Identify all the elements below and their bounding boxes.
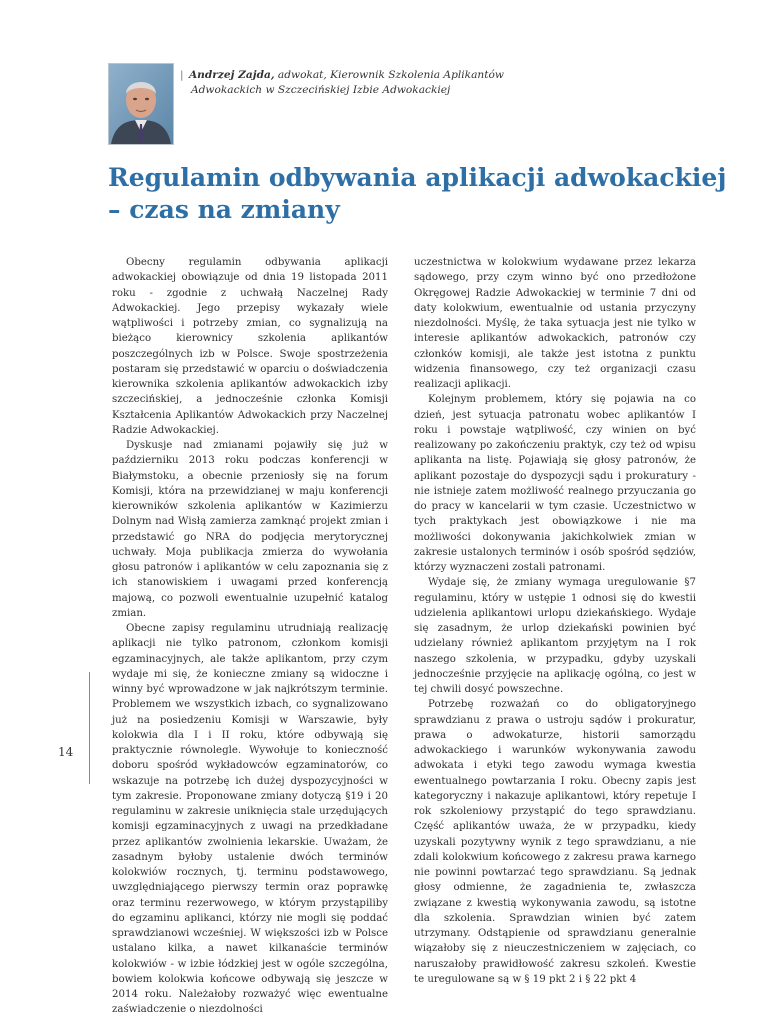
author-caption <box>180 68 700 98</box>
caption-divider: | <box>180 69 184 81</box>
page-margin-rule <box>89 672 90 784</box>
page-number: 14 <box>58 745 74 759</box>
author-portrait-image <box>109 64 173 144</box>
paragraph: Obecny regulamin odbywania aplikacji adwokackiej obowiązuje od dnia 19 listopada 2011 roku - zgodnie z uchwałą Naczelnej Rady Adwokackiej. Jego przepisy wykazały wiele wątpliwości i potrzeby zmian, co sygnalizują na bieżąco kierownicy szkolenia aplikantów poszczególnych izb w Polsce. Swoje spostrzeżenia postaram się przedstawić w oparciu o doświadczenia kierownika szkolenia aplikantów adwokackich izby szczecińskiej, a jednocześnie członka Komisji Kształcenia Aplikantów Adwokackich przy Naczelnej Radzie Adwokackiej. <box>112 257 388 436</box>
author-role-line2: Adwokackich w Szczecińskiej Izbie Adwokackiej <box>191 84 451 96</box>
paragraph: Dyskusje nad zmianami pojawiły się już w październiku 2013 roku podczas konferencji w Białymstoku, a obecnie przeniosły się na forum Komisji, która na przewidzianej w maju konferencji kierowników szkolenia aplikantów w Kazimierzu Dolnym nad Wisłą zamierza zamknąć projekt zmian i przedstawić go NRA do podjęcia merytorycznej uchwały. Moja publikacja zmierza do wywołania głosu patronów i aplikantów w celu zapoznania się z ich stanowiskiem i uwagami przed konferencją majową, co pozwoli ewentualnie uzupełnić katalog zmian. <box>112 440 388 619</box>
author-photo <box>108 63 174 145</box>
paragraph: Obecne zapisy regulaminu utrudniają realizację aplikacji nie tylko patronom, członkom komisji egzaminacyjnych, ale także aplikantom, przy czym wydaje mi się, że konieczne zmiany są widoczne i winny być wprowadzone w jak najkrótszym terminie. Problemem we wszystkich izbach, co sygnalizowano już na posiedzeniu Komisji w Warszawie, były kolokwia dla I i II roku, które odbywają się praktycznie równolegle. Wywołuje to konieczność doboru spośród wykładowców egzaminatorów, co wskazuje na potrzebę ich dużej dyspozycyjności w tym zakresie. Proponowane zmiany dotyczą §19 i 20 regulaminu w zakresie uniknięcia stale urzędujących komisji egzaminacyjnych z uwagi na przedkładane przez aplikantów zwolnienia lekarskie. Uważam, że zasadnym byłoby ustalenie dwóch terminów kolokwiów rocznych, tj. terminu podstawowego, uwzględniającego pierwszy termin oraz poprawkę oraz terminu rezerwowego, w którym przystąpiliby do egzaminu aplikanci, którzy nie mogli się poddać sprawdzianowi wcześniej. W większości izb w Polsce ustalano kilka, a nawet kilkanaście terminów kolokwiów - w izbie łódzkiej jest w ogóle szczególna, bowiem kolokwia końcowe odbywają się jeszcze w 2014 roku. Należałoby rozważyć więc ewentualne zaświadczenie o niezdolności <box>112 623 388 1016</box>
paragraph: Kolejnym problemem, który się pojawia na co dzień, jest sytuacja patronatu wobec aplikantów I roku i powstaje wątpliwość, czy winien on być realizowany po zakończeniu praktyk, czy też od wpisu aplikanta na listę. Pojawiają się głosy patronów, że aplikant pozostaje do dyspozycji sądu i prokuratury - nie istnieje zatem możliwość realnego przyuczania go do pracy w kancelarii w tym czasie. Uczestnictwo w tych praktykach jest obowiązkowe i nie ma możliwości dokonywania jakichkolwiek zmian w zakresie ustalonych terminów i osób spośród sędziów, którzy wyznaczeni zostali patronami. <box>414 394 696 573</box>
author-name: Andrzej Zajda, <box>188 69 275 81</box>
article-title-line2: – czas na zmiany <box>108 195 340 224</box>
article-title <box>108 162 748 226</box>
paragraph: Wydaje się, że zmiany wymaga uregulowanie §7 regulaminu, który w ustępie 1 odnosi się do kwestii udzielenia aplikantowi urlopu dziekańskiego. Wydaje się zasadnym, że urlop dziekański powinien być udzielany również aplikantom przyjętym na I rok naszego szkolenia, w przypadku, gdyby uzyskali jednocześnie przyjęcie na aplikację ogólną, co jest w tej chwili dosyć powszechne. <box>414 577 696 695</box>
article-title-line1: Regulamin odbywania aplikacji adwokackiej <box>108 163 727 192</box>
author-role-line1: adwokat, Kierownik Szkolenia Aplikantów <box>274 69 504 81</box>
paragraph: Potrzebę rozważań co do obligatoryjnego sprawdzianu z prawa o ustroju sądów i prokuratur, prawa o adwokaturze, historii samorządu adwokackiego i warunków wykonywania zawodu adwokata i etyki tego zawodu wymaga kwestia ewentualnego powtarzania I roku. Obecny zapis jest kategoryczny i nakazuje aplikantowi, który repetuje I rok szkoleniowy przystąpić do tego sprawdzianu. Część aplikantów uważa, że w przypadku, kiedy uzyskali pozytywny wynik z tego sprawdzianu, a nie zdali kolokwium końcowego z zakresu prawa karnego nie powinni powtarzać tego sprawdzianu. Są jednak głosy odmienne, że zagadnienia te, zwłaszcza związane z kwestią wykonywania zawodu, są istotne dla szkolenia. Sprawdzian winien być zatem utrzymany. Odstąpienie od sprawdzianu generalnie wiązałoby się z nieuczestniczeniem w zajęciach, co naruszałoby prawidłowość zakresu szkoleń. Kwestie te uregulowane są w § 19 pkt 2 i § 22 pkt 4 <box>414 699 696 985</box>
left-text-column <box>112 255 388 1018</box>
paragraph: uczestnictwa w kolokwium wydawane przez lekarza sądowego, przy czym winno być ono przedłożone Okręgowej Radzie Adwokackiej w terminie 7 dni od daty kolokwium, ewentualnie od ustania przyczyny niezdolności. Myślę, że taka sytuacja jest nie tylko w interesie aplikantów adwokackich, patronów czy członków komisji, ale także jest istotna z punktu widzenia finansowego, czy też organizacji czasu realizacji aplikacji. <box>414 257 696 390</box>
right-text-column <box>414 255 696 987</box>
